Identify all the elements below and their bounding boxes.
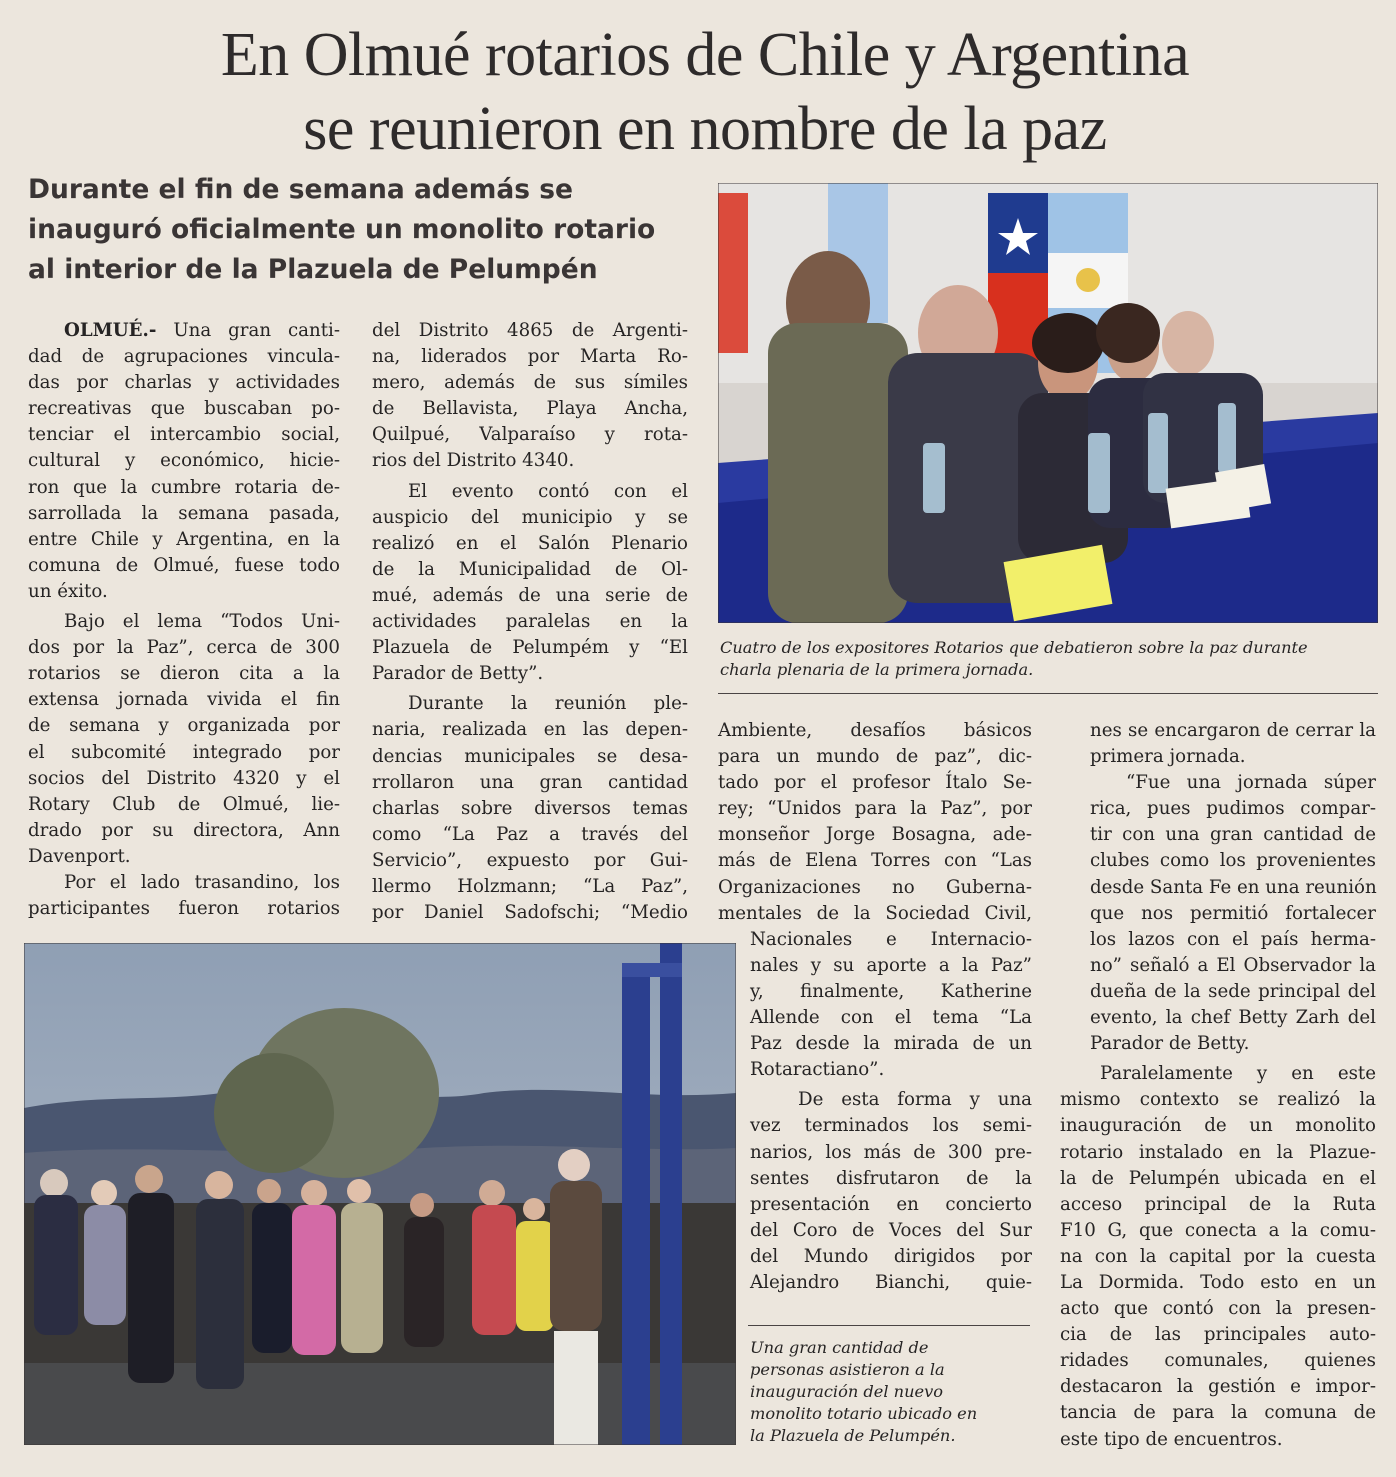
text-line: na, liderados por Marta Ro- — [372, 346, 688, 368]
text-line: rica, pues pudimos compar- — [1090, 798, 1376, 820]
text-line: Plazuela de Pelumpém y “El — [372, 637, 688, 659]
monolith-crowd-photo — [24, 943, 736, 1445]
text-line: ron que la cumbre rotaria de- — [28, 476, 340, 498]
paragraph — [1060, 718, 1376, 770]
text-line: mentales de la Sociedad Civil, — [718, 902, 1032, 924]
text-line: para un mundo de paz”, dic- — [718, 746, 1032, 768]
subheadline — [28, 170, 708, 290]
text-line: evento, la chef Betty Zarh del — [1090, 1007, 1376, 1029]
text-line: Durante la reunión ple- — [408, 693, 688, 715]
text-line: charlas sobre diversos temas — [372, 797, 688, 819]
text-line: dueña de la sede principal del — [1090, 980, 1376, 1002]
paragraph — [28, 870, 340, 922]
headline — [40, 18, 1370, 166]
dateline: OLMUÉ.- — [64, 320, 157, 341]
text-line: mero, además de sus símiles — [372, 372, 688, 394]
caption-line: personas asistieron a la — [750, 1360, 945, 1379]
text-line: clubes como los provenientes — [1090, 850, 1376, 872]
text-line: ridades comunales, quienes — [1060, 1350, 1376, 1372]
subhead-line: al interior de la Plazuela de Pelumpén — [28, 254, 598, 285]
text-line: Nacionales e Internacio- — [750, 928, 1032, 950]
text-line: un éxito. — [28, 580, 108, 602]
text-fragment: Una gran canti- — [156, 320, 340, 341]
article-column-1 — [28, 318, 340, 922]
crowd-photo-illustration — [24, 943, 736, 1445]
text-line: monseñor Jorge Bosagna, ade- — [718, 824, 1032, 846]
text-line: más de Elena Torres con “Las — [718, 850, 1032, 872]
text-line: naria, realizada en las depen- — [372, 719, 688, 741]
paragraph — [372, 691, 688, 926]
text-line: llermo Holzmann; “La Paz”, — [372, 875, 688, 897]
next-article-headline-fragment — [100, 1455, 1000, 1477]
subhead-line: Durante el fin de semana además se — [28, 174, 574, 205]
text-line: sentes disfrutaron de la — [750, 1167, 1032, 1189]
text-line: no” señaló a El Observador la — [1090, 954, 1376, 976]
text-line: Parador de Betty. — [1090, 1033, 1250, 1055]
text-line: El evento contó con el — [408, 480, 688, 502]
text-line: Parador de Betty”. — [372, 663, 544, 685]
text-line: del Distrito 4865 de Argenti- — [372, 320, 688, 341]
text-line: dad de agrupaciones vincula- — [28, 346, 340, 368]
text-line: los lazos con el país herma- — [1090, 928, 1376, 950]
text-line: Alejandro Bianchi, quie- — [750, 1271, 1032, 1293]
text-line: primera jornada. — [1090, 746, 1246, 768]
text-line: acceso principal de la Ruta — [1060, 1193, 1376, 1215]
text-line: na con la capital por la cuesta — [1060, 1245, 1376, 1267]
paragraph — [718, 718, 1032, 1083]
text-line: “Fue una jornada súper — [1126, 772, 1376, 794]
text-line: del Mundo dirigidos por — [750, 1245, 1032, 1267]
text-line: desde Santa Fe en una reunión — [1090, 876, 1377, 898]
text-line: Paralelamente y en este — [1100, 1063, 1376, 1085]
text-line: rotarios se dieron cita a la — [28, 663, 340, 685]
paragraph — [28, 609, 340, 870]
caption-divider — [718, 693, 1378, 694]
paragraph — [1090, 770, 1376, 1057]
text-line: acto que contó con la presen- — [1060, 1298, 1376, 1320]
text-line: Davenport. — [28, 845, 131, 867]
text-line: Paz desde la mirada de un — [750, 1033, 1032, 1055]
paragraph — [372, 479, 688, 688]
headline-line: se reunieron en nombre de la paz — [303, 95, 1107, 163]
text-line: Por el lado trasandino, los — [64, 871, 340, 893]
text-line: mué, además de una serie de — [372, 584, 688, 606]
headline-line: En Olmué rotarios de Chile y Argentina — [220, 21, 1190, 89]
text-line: tenciar el intercambio social, — [28, 424, 340, 446]
text-line: el subcomité integrado por — [28, 741, 340, 763]
article-column-2 — [372, 318, 688, 926]
paragraph — [750, 1087, 1032, 1296]
text-line: realizó en el Salón Plenario — [372, 532, 688, 554]
caption-line: inauguración del nuevo — [750, 1382, 944, 1401]
text-line: Bajo el lema “Todos Uni- — [64, 611, 340, 633]
caption-line: Una gran cantidad de — [750, 1338, 929, 1357]
paragraph — [372, 318, 688, 475]
text-line: narios, los más de 300 pre- — [750, 1141, 1032, 1163]
caption-line: charla plenaria de la primera jornada. — [720, 660, 1034, 679]
caption-line: monolito totario ubicado en — [750, 1404, 978, 1423]
text-line: como “La Paz a través del — [372, 823, 688, 845]
text-line: comuna de Olmué, fuese todo — [28, 554, 340, 576]
text-line: de Bellavista, Playa Ancha, — [372, 398, 688, 420]
caption-line: Cuatro de los expositores Rotarios que debatieron sobre la paz durante — [720, 638, 1308, 657]
caption-line: la Plazuela de Pelumpén. — [750, 1426, 956, 1445]
text-line: por Daniel Sadofschi; “Medio — [372, 902, 688, 924]
text-line: tancia de para la comuna de — [1060, 1402, 1376, 1424]
text-line: das por charlas y actividades — [28, 372, 340, 394]
text-line: Ambiente, desafíos básicos — [718, 720, 1032, 741]
text-line: tado por el profesor Ítalo Se- — [718, 772, 1032, 794]
text-line: inauguración de un monolito — [1060, 1115, 1376, 1137]
article-column-4 — [1060, 718, 1376, 1453]
text-line: rotario instalado en la Plazue- — [1060, 1141, 1376, 1163]
subhead-line: inauguró oficialmente un monolito rotario — [28, 214, 656, 245]
text-line: Organizaciones no Guberna- — [718, 876, 1032, 898]
text-line: De esta forma y una — [798, 1089, 1032, 1111]
text-line: cia de las principales auto- — [1060, 1324, 1376, 1346]
text-line: sarrollada la semana pasada, — [28, 502, 340, 524]
text-line: Allende con el tema “La — [750, 1007, 1032, 1029]
text-line: rrollaron una gran cantidad — [372, 771, 688, 793]
text-line: rios del Distrito 4340. — [372, 450, 575, 472]
text-line: dos por la Paz”, cerca de 300 — [28, 637, 340, 659]
text-line — [28, 318, 340, 344]
text-line: mismo contexto se realizó la — [1060, 1089, 1376, 1111]
text-line: Quilpué, Valparaíso y rota- — [372, 424, 688, 446]
paragraph — [1060, 1061, 1376, 1452]
text-line: recreativas que buscaban po- — [28, 398, 340, 420]
text-line: que nos permitió fortalecer — [1090, 902, 1376, 924]
article-column-3 — [718, 718, 1032, 1296]
text-line: F10 G, que conecta a la comu- — [1060, 1219, 1376, 1241]
speakers-photo — [718, 183, 1378, 623]
text-line: Servicio”, expuesto por Gui- — [372, 849, 688, 871]
text-line: Rotaractiano”. — [750, 1059, 885, 1081]
text-line: nes se encargaron de cerrar la — [1090, 720, 1376, 741]
text-line: presentación en concierto — [750, 1193, 1032, 1215]
text-line: de la Municipalidad de Ol- — [372, 558, 688, 580]
text-line: vez terminados los semi- — [750, 1115, 1032, 1137]
text-line: La Dormida. Todo esto en un — [1060, 1271, 1376, 1293]
text-line: tir con una gran cantidad de — [1090, 824, 1376, 846]
text-line: entre Chile y Argentina, en la — [28, 528, 340, 550]
text-line: drado por su directora, Ann — [28, 819, 340, 841]
text-line: Rotary Club de Olmué, lie- — [28, 793, 340, 815]
speakers-photo-caption — [720, 637, 1380, 681]
text-line: extensa jornada vivida el fin — [28, 689, 340, 711]
text-line: socios del Distrito 4320 y el — [28, 767, 340, 789]
text-line: participantes fueron rotarios — [28, 898, 340, 920]
caption-divider — [748, 1325, 1030, 1326]
paragraph — [28, 318, 340, 605]
speakers-photo-illustration — [718, 183, 1378, 623]
text-line: y, finalmente, Katherine — [750, 980, 1032, 1002]
text-line: del Coro de Voces del Sur — [750, 1219, 1032, 1241]
text-line: este tipo de encuentros. — [1060, 1428, 1283, 1450]
text-line: rey; “Unidos para la Paz”, por — [718, 798, 1032, 820]
text-line: destacaron la gestión e impor- — [1060, 1376, 1376, 1398]
text-line: la de Pelumpén ubicada en el — [1060, 1167, 1376, 1189]
text-line: cultural y económico, hicie- — [28, 450, 340, 472]
monolith-photo-caption — [750, 1337, 1030, 1447]
text-line: nales y su aporte a la Paz” — [750, 954, 1032, 976]
text-line: auspicio del municipio y se — [372, 506, 688, 528]
text-line: de semana y organizada por — [28, 715, 340, 737]
text-line: dencias municipales se desa- — [372, 745, 688, 767]
text-line: actividades paralelas en la — [372, 611, 688, 633]
